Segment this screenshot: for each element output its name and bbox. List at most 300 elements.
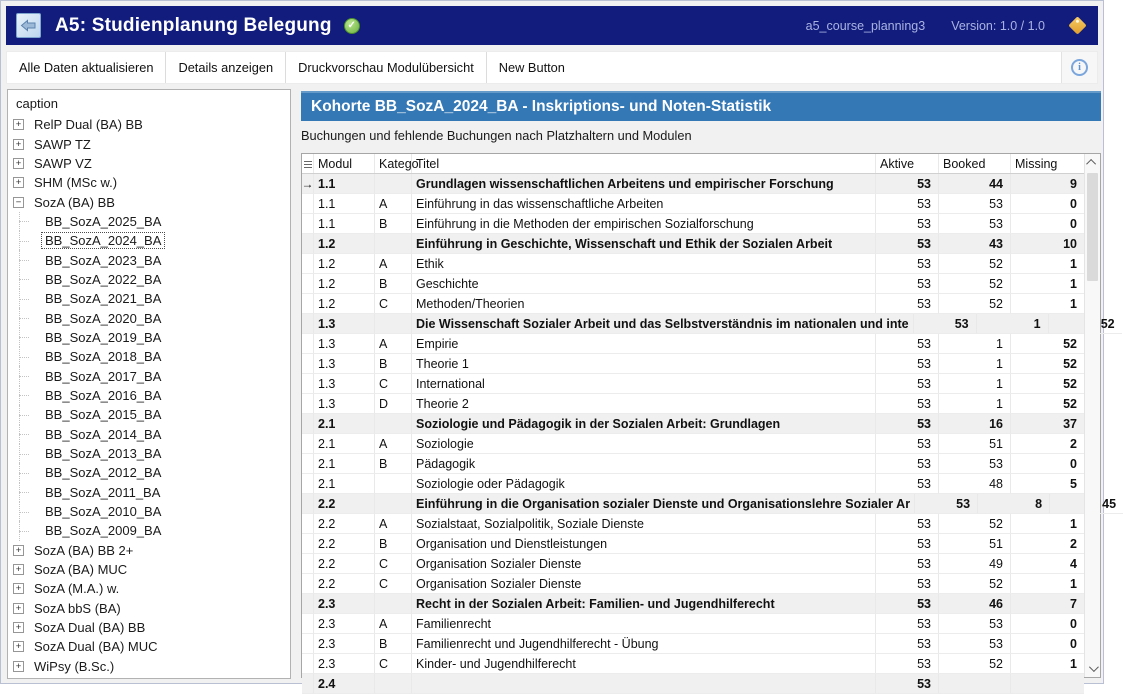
table-row[interactable] xyxy=(302,534,1084,554)
tree-item[interactable] xyxy=(8,134,290,153)
cell-aktive: 53 xyxy=(876,554,939,574)
tree-item[interactable] xyxy=(8,657,290,676)
tree-item[interactable] xyxy=(8,231,290,250)
cell-modul: 1.3 xyxy=(314,334,375,354)
cell-titel: Organisation und Dienstleistungen xyxy=(412,534,876,554)
column-header-aktive[interactable]: Aktive xyxy=(876,154,939,173)
cell-booked: 52 xyxy=(939,654,1011,674)
cell-missing xyxy=(1011,674,1084,694)
cell-modul: 2.4 xyxy=(314,674,375,694)
row-indicator-cell xyxy=(302,334,314,354)
tree-item[interactable] xyxy=(8,328,290,347)
tree-item[interactable] xyxy=(8,192,290,211)
tree-item-label: SozA Dual (BA) BB xyxy=(34,620,146,636)
statistics-grid xyxy=(301,153,1117,691)
cell-aktive: 53 xyxy=(876,534,939,554)
cell-booked: 49 xyxy=(939,554,1011,574)
cell-modul: 1.3 xyxy=(314,394,375,414)
expand-icon[interactable]: + xyxy=(13,603,24,614)
table-row[interactable] xyxy=(302,594,1084,614)
cell-titel: Sozialstaat, Sozialpolitik, Soziale Dienste xyxy=(412,514,876,534)
cell-titel: Geschichte xyxy=(412,274,876,294)
cell-aktive: 53 xyxy=(876,414,939,434)
row-indicator-cell xyxy=(302,674,314,694)
cell-booked: 8 xyxy=(978,494,1050,514)
cell-missing: 1 xyxy=(1011,274,1084,294)
cell-booked: 51 xyxy=(939,534,1011,554)
cell-titel: Organisation Sozialer Dienste xyxy=(412,574,876,594)
cell-modul: 1.2 xyxy=(314,234,375,254)
table-row[interactable] xyxy=(302,574,1084,594)
tree-item[interactable] xyxy=(8,463,290,482)
cell-titel: Familienrecht und Jugendhilferecht - Übung xyxy=(412,634,876,654)
check-circle-icon: ✓ xyxy=(344,18,360,34)
collapse-icon[interactable]: − xyxy=(13,197,24,208)
cell-missing: 0 xyxy=(1011,454,1084,474)
table-row[interactable] xyxy=(302,394,1084,414)
table-row[interactable] xyxy=(302,634,1084,654)
cell-booked: 46 xyxy=(939,594,1011,614)
expand-icon[interactable]: + xyxy=(13,583,24,594)
row-indicator-cell xyxy=(302,634,314,654)
tree-item-label: BB_SozA_2018_BA xyxy=(45,349,162,365)
cell-missing: 4 xyxy=(1011,554,1084,574)
tree-item-label: BB_SozA_2014_BA xyxy=(45,426,162,442)
cell-modul: 2.2 xyxy=(314,494,375,514)
tree-item-label: BB_SozA_2024_BA xyxy=(41,232,165,249)
cell-booked: 48 xyxy=(939,474,1011,494)
table-row[interactable] xyxy=(302,654,1084,674)
cell-kategorie xyxy=(375,674,412,694)
toolbar-buttons xyxy=(7,52,577,83)
cell-titel: Einführung in Geschichte, Wissenschaft und Ethik der Sozialen Arbeit xyxy=(412,234,876,254)
expand-icon[interactable]: + xyxy=(13,661,24,672)
expand-icon[interactable]: + xyxy=(13,641,24,652)
cell-titel: Soziologie oder Pädagogik xyxy=(412,474,876,494)
tree-item[interactable] xyxy=(8,347,290,366)
cell-kategorie: C xyxy=(375,554,412,574)
tree-item-label: WiPsy (B.Sc.) xyxy=(34,658,115,674)
table-row[interactable] xyxy=(302,674,1084,694)
cell-aktive: 53 xyxy=(876,474,939,494)
cell-titel: Recht in der Sozialen Arbeit: Familien- und Jugendhilferecht xyxy=(412,594,876,614)
cell-booked: 53 xyxy=(939,634,1011,654)
cell-modul: 1.2 xyxy=(314,294,375,314)
tree-item-label: BB_SozA_2020_BA xyxy=(45,310,162,326)
table-row[interactable] xyxy=(302,174,1084,194)
cell-aktive: 53 xyxy=(876,374,939,394)
column-header-booked[interactable]: Booked xyxy=(939,154,1011,173)
cell-missing: 37 xyxy=(1011,414,1084,434)
expand-icon[interactable]: + xyxy=(13,177,24,188)
tree-item-label: BB_SozA_2015_BA xyxy=(45,407,162,423)
cell-modul: 2.3 xyxy=(314,614,375,634)
cell-modul: 2.3 xyxy=(314,594,375,614)
cell-booked: 53 xyxy=(939,194,1011,214)
cell-modul: 2.2 xyxy=(314,514,375,534)
cell-missing: 5 xyxy=(1011,474,1084,494)
cell-modul: 2.1 xyxy=(314,474,375,494)
page-title: A5: Studienplanung Belegung xyxy=(55,14,332,36)
row-indicator-cell xyxy=(302,214,314,234)
row-indicator-cell xyxy=(302,274,314,294)
cell-missing: 1 xyxy=(1011,654,1084,674)
cell-titel: Theorie 2 xyxy=(412,394,876,414)
cell-modul: 2.1 xyxy=(314,434,375,454)
table-row[interactable] xyxy=(302,194,1084,214)
row-indicator-cell xyxy=(302,434,314,454)
cell-kategorie: A xyxy=(375,614,412,634)
cell-aktive: 53 xyxy=(876,294,939,314)
row-indicator-cell xyxy=(302,254,314,274)
table-row[interactable] xyxy=(302,334,1084,354)
table-row[interactable] xyxy=(302,494,1117,514)
cell-kategorie: C xyxy=(375,574,412,594)
cell-titel: Methoden/Theorien xyxy=(412,294,876,314)
cell-kategorie xyxy=(375,414,412,434)
cell-missing: 10 xyxy=(1011,234,1084,254)
row-indicator-cell xyxy=(302,314,314,334)
tree-item-label: SAWP VZ xyxy=(34,155,92,171)
expand-icon[interactable]: + xyxy=(13,622,24,633)
cell-modul: 1.1 xyxy=(314,174,375,194)
expand-icon[interactable]: + xyxy=(13,158,24,169)
row-indicator-cell xyxy=(302,594,314,614)
row-indicator-cell xyxy=(302,234,314,254)
cell-modul: 1.3 xyxy=(314,374,375,394)
table-row[interactable] xyxy=(302,214,1084,234)
cell-aktive: 53 xyxy=(876,594,939,614)
cell-aktive: 53 xyxy=(876,574,939,594)
cell-missing: 52 xyxy=(1011,354,1084,374)
tree-item-label: SozA (BA) BB 2+ xyxy=(34,542,134,558)
cell-titel: Die Wissenschaft Sozialer Arbeit und das Selbstverständnis im nationalen und inte xyxy=(412,314,914,334)
cell-booked: 52 xyxy=(939,254,1011,274)
cell-aktive: 53 xyxy=(915,494,978,514)
tree-item[interactable] xyxy=(8,637,290,656)
toolbar xyxy=(6,51,1098,84)
cell-kategorie: A xyxy=(375,254,412,274)
expand-icon[interactable]: + xyxy=(13,119,24,130)
cell-kategorie: A xyxy=(375,334,412,354)
cohort-banner: Kohorte BB_SozA_2024_BA - Inskriptions- und Noten-Statistik xyxy=(301,91,1101,121)
column-header-kategorie[interactable]: Katego xyxy=(375,154,412,173)
tree-item-label: BB_SozA_2023_BA xyxy=(45,252,162,268)
table-row[interactable] xyxy=(302,474,1084,494)
cell-booked: 53 xyxy=(939,214,1011,234)
cell-aktive: 53 xyxy=(876,254,939,274)
cell-missing: 7 xyxy=(1011,594,1084,614)
cell-titel: Organisation Sozialer Dienste xyxy=(412,554,876,574)
cell-missing: 0 xyxy=(1011,214,1084,234)
cell-aktive: 53 xyxy=(876,614,939,634)
version-label: Version: 1.0 / 1.0 xyxy=(951,18,1045,33)
app-id-label: a5_course_planning3 xyxy=(805,18,926,33)
grid-body xyxy=(301,174,1117,694)
cell-titel: Theorie 1 xyxy=(412,354,876,374)
cell-booked: 53 xyxy=(939,614,1011,634)
table-row[interactable] xyxy=(302,454,1084,474)
tree-item-label: BB_SozA_2010_BA xyxy=(45,504,162,520)
tree-item-label: SozA (BA) BB xyxy=(34,194,115,210)
cell-kategorie xyxy=(375,314,412,334)
cell-kategorie: C xyxy=(375,294,412,314)
chevron-up-icon xyxy=(1086,159,1096,169)
expand-icon[interactable]: + xyxy=(13,564,24,575)
cell-titel: Soziologie und Pädagogik in der Sozialen Arbeit: Grundlagen xyxy=(412,414,876,434)
table-row[interactable] xyxy=(302,514,1084,534)
cell-missing: 9 xyxy=(1011,174,1084,194)
cell-booked: 1 xyxy=(977,314,1049,334)
cell-aktive: 53 xyxy=(876,674,939,694)
cell-booked: 53 xyxy=(939,454,1011,474)
tree-item[interactable] xyxy=(8,483,290,502)
tree-item-label: SAWP TZ xyxy=(34,136,91,152)
back-arrow-icon[interactable] xyxy=(16,13,41,38)
tree-item-label: SozA (BA) MUC xyxy=(34,562,128,578)
tree-item[interactable] xyxy=(8,502,290,521)
cell-modul: 2.2 xyxy=(314,534,375,554)
tree-item-label: SozA bbS (BA) xyxy=(34,600,121,616)
cell-modul: 2.2 xyxy=(314,554,375,574)
row-indicator-cell xyxy=(302,374,314,394)
tree-item-label: BB_SozA_2019_BA xyxy=(45,329,162,345)
cell-titel: International xyxy=(412,374,876,394)
cell-booked: 1 xyxy=(939,334,1011,354)
cell-titel xyxy=(412,674,876,694)
tree-item[interactable] xyxy=(8,444,290,463)
tree-item[interactable] xyxy=(8,250,290,269)
row-indicator-cell xyxy=(302,494,314,514)
cell-kategorie xyxy=(375,234,412,254)
cell-modul: 1.3 xyxy=(314,354,375,374)
tree-header: caption xyxy=(16,96,58,111)
cell-modul: 1.2 xyxy=(314,274,375,294)
toolbar-button-4[interactable]: New Button xyxy=(486,52,577,83)
cell-aktive: 53 xyxy=(876,354,939,374)
column-header-missing[interactable]: Missing xyxy=(1015,156,1058,171)
cell-aktive: 53 xyxy=(876,454,939,474)
cell-titel: Soziologie xyxy=(412,434,876,454)
cell-modul: 2.1 xyxy=(314,414,375,434)
table-row[interactable] xyxy=(302,374,1084,394)
cell-missing: 52 xyxy=(1049,314,1122,334)
cell-kategorie xyxy=(375,594,412,614)
cell-aktive: 53 xyxy=(876,174,939,194)
cell-kategorie: A xyxy=(375,434,412,454)
row-indicator-cell xyxy=(302,174,314,194)
tree-item[interactable] xyxy=(8,115,290,134)
cell-titel: Grundlagen wissenschaftlichen Arbeitens und empirischer Forschung xyxy=(412,174,876,194)
grid-indicator-header[interactable] xyxy=(302,154,314,173)
tree-item-label: BB_SozA_2013_BA xyxy=(45,446,162,462)
tree-item[interactable] xyxy=(8,521,290,540)
tree-item-label: BB_SozA_2021_BA xyxy=(45,291,162,307)
cell-booked: 1 xyxy=(939,394,1011,414)
cell-booked: 43 xyxy=(939,234,1011,254)
cell-kategorie: A xyxy=(375,514,412,534)
cell-aktive: 53 xyxy=(876,394,939,414)
row-indicator-cell xyxy=(302,554,314,574)
cell-missing: 52 xyxy=(1011,374,1084,394)
cell-kategorie xyxy=(375,474,412,494)
cell-booked: 52 xyxy=(939,514,1011,534)
cell-missing: 1 xyxy=(1011,514,1084,534)
cell-booked: 16 xyxy=(939,414,1011,434)
row-indicator-cell xyxy=(302,414,314,434)
cell-missing: 0 xyxy=(1011,614,1084,634)
cell-kategorie: C xyxy=(375,374,412,394)
cell-missing: 45 xyxy=(1050,494,1123,514)
cell-kategorie: A xyxy=(375,194,412,214)
cell-missing: 0 xyxy=(1011,194,1084,214)
cohort-tree-panel xyxy=(7,89,291,679)
table-row[interactable] xyxy=(302,314,1115,334)
tree-item[interactable] xyxy=(8,618,290,637)
cell-modul: 2.3 xyxy=(314,654,375,674)
cell-titel: Einführung in die Organisation sozialer Dienste und Organisationslehre Sozialer Ar xyxy=(412,494,915,514)
cell-booked: 52 xyxy=(939,294,1011,314)
cell-titel: Familienrecht xyxy=(412,614,876,634)
scrollbar-thumb[interactable] xyxy=(1087,173,1098,281)
tree-item[interactable] xyxy=(8,154,290,173)
cell-missing: 1 xyxy=(1011,294,1084,314)
tree-item[interactable] xyxy=(8,560,290,579)
cell-modul: 1.3 xyxy=(314,314,375,334)
cell-titel: Einführung in die Methoden der empirischen Sozialforschung xyxy=(412,214,876,234)
cell-kategorie: B xyxy=(375,454,412,474)
expand-icon[interactable]: + xyxy=(13,545,24,556)
row-indicator-cell xyxy=(302,514,314,534)
tree-item[interactable] xyxy=(8,579,290,598)
tree-item[interactable] xyxy=(8,270,290,289)
cell-booked: 52 xyxy=(939,574,1011,594)
tag-icon xyxy=(1068,16,1086,34)
cell-modul: 1.2 xyxy=(314,254,375,274)
scroll-up-button[interactable] xyxy=(1085,154,1100,171)
cell-missing: 52 xyxy=(1011,334,1084,354)
cell-kategorie: C xyxy=(375,654,412,674)
cell-booked: 51 xyxy=(939,434,1011,454)
cell-titel: Einführung in das wissenschaftliche Arbeiten xyxy=(412,194,876,214)
list-icon xyxy=(304,161,312,169)
vertical-scrollbar[interactable] xyxy=(1084,154,1100,677)
tree-item[interactable] xyxy=(8,405,290,424)
row-indicator-cell xyxy=(302,534,314,554)
scroll-down-button[interactable] xyxy=(1085,660,1100,677)
tree-item-label: RelP Dual (BA) BB xyxy=(34,117,143,133)
cell-titel: Ethik xyxy=(412,254,876,274)
tree-item[interactable] xyxy=(8,386,290,405)
cell-aktive: 53 xyxy=(876,514,939,534)
cell-booked: 44 xyxy=(939,174,1011,194)
cell-aktive: 53 xyxy=(876,214,939,234)
expand-icon[interactable]: + xyxy=(13,139,24,150)
row-indicator-cell xyxy=(302,394,314,414)
toolbar-button-3[interactable]: Druckvorschau Modulübersicht xyxy=(285,52,486,83)
row-indicator-cell xyxy=(302,194,314,214)
cell-titel: Kinder- und Jugendhilferecht xyxy=(412,654,876,674)
row-indicator-cell xyxy=(302,654,314,674)
cell-aktive: 53 xyxy=(876,274,939,294)
cell-missing: 1 xyxy=(1011,574,1084,594)
table-row[interactable] xyxy=(302,614,1084,634)
tree-item-label: BB_SozA_2011_BA xyxy=(45,484,161,500)
cell-missing: 52 xyxy=(1011,394,1084,414)
tree-item[interactable] xyxy=(8,425,290,444)
cell-kategorie: B xyxy=(375,534,412,554)
table-row[interactable] xyxy=(302,234,1084,254)
tree-item-label: SozA (M.A.) w. xyxy=(34,581,120,597)
cell-aktive: 53 xyxy=(876,334,939,354)
cell-booked: 1 xyxy=(939,374,1011,394)
tree-item[interactable] xyxy=(8,599,290,618)
cell-kategorie: D xyxy=(375,394,412,414)
table-subtitle: Buchungen und fehlende Buchungen nach Platzhaltern und Modulen xyxy=(301,128,692,143)
cell-booked xyxy=(939,674,1011,694)
tree-item[interactable] xyxy=(8,308,290,327)
cell-aktive: 53 xyxy=(876,194,939,214)
tree-item[interactable] xyxy=(8,366,290,385)
row-indicator-cell xyxy=(302,474,314,494)
info-circle-icon[interactable]: i xyxy=(1071,59,1088,76)
table-row[interactable] xyxy=(302,414,1084,434)
cell-kategorie: B xyxy=(375,354,412,374)
tree-item-label: BB_SozA_2009_BA xyxy=(45,523,162,539)
cell-missing: 2 xyxy=(1011,534,1084,554)
cell-missing: 0 xyxy=(1011,634,1084,654)
table-row[interactable] xyxy=(302,434,1084,454)
cell-aktive: 53 xyxy=(876,434,939,454)
current-row-icon: → xyxy=(301,176,314,191)
column-header-modul[interactable]: Modul xyxy=(314,154,375,173)
cell-kategorie: B xyxy=(375,634,412,654)
cell-modul: 2.2 xyxy=(314,574,375,594)
tree-item-label: BB_SozA_2025_BA xyxy=(45,213,162,229)
table-row[interactable] xyxy=(302,274,1084,294)
toolbar-button-1[interactable]: Alle Daten aktualisieren xyxy=(7,52,165,83)
title-bar xyxy=(6,6,1098,45)
cell-aktive: 53 xyxy=(876,654,939,674)
table-row[interactable] xyxy=(302,554,1084,574)
tree-item-label: SHM (MSc w.) xyxy=(34,175,118,191)
cell-modul: 2.3 xyxy=(314,634,375,654)
toolbar-button-2[interactable]: Details anzeigen xyxy=(165,52,285,83)
table-row[interactable] xyxy=(302,354,1084,374)
cell-aktive: 53 xyxy=(876,634,939,654)
tree-item[interactable] xyxy=(8,541,290,560)
cell-kategorie: B xyxy=(375,274,412,294)
tree-item-label: BB_SozA_2017_BA xyxy=(45,368,162,384)
tree-item[interactable] xyxy=(8,173,290,192)
cell-aktive: 53 xyxy=(914,314,977,334)
cell-titel: Empirie xyxy=(412,334,876,354)
table-row[interactable] xyxy=(302,294,1084,314)
tree-item-label: SozA Dual (BA) MUC xyxy=(34,639,158,655)
row-indicator-cell xyxy=(302,574,314,594)
chevron-down-icon xyxy=(1089,662,1099,672)
column-header-titel[interactable]: Titel xyxy=(412,154,876,173)
tree-item[interactable] xyxy=(8,212,290,231)
cell-booked: 1 xyxy=(939,354,1011,374)
tree-list xyxy=(8,115,290,676)
table-row[interactable] xyxy=(302,254,1084,274)
toolbar-info-section xyxy=(1061,52,1097,83)
tree-item[interactable] xyxy=(8,289,290,308)
cell-modul: 1.1 xyxy=(314,214,375,234)
row-indicator-cell xyxy=(302,354,314,374)
cell-kategorie xyxy=(375,174,412,194)
